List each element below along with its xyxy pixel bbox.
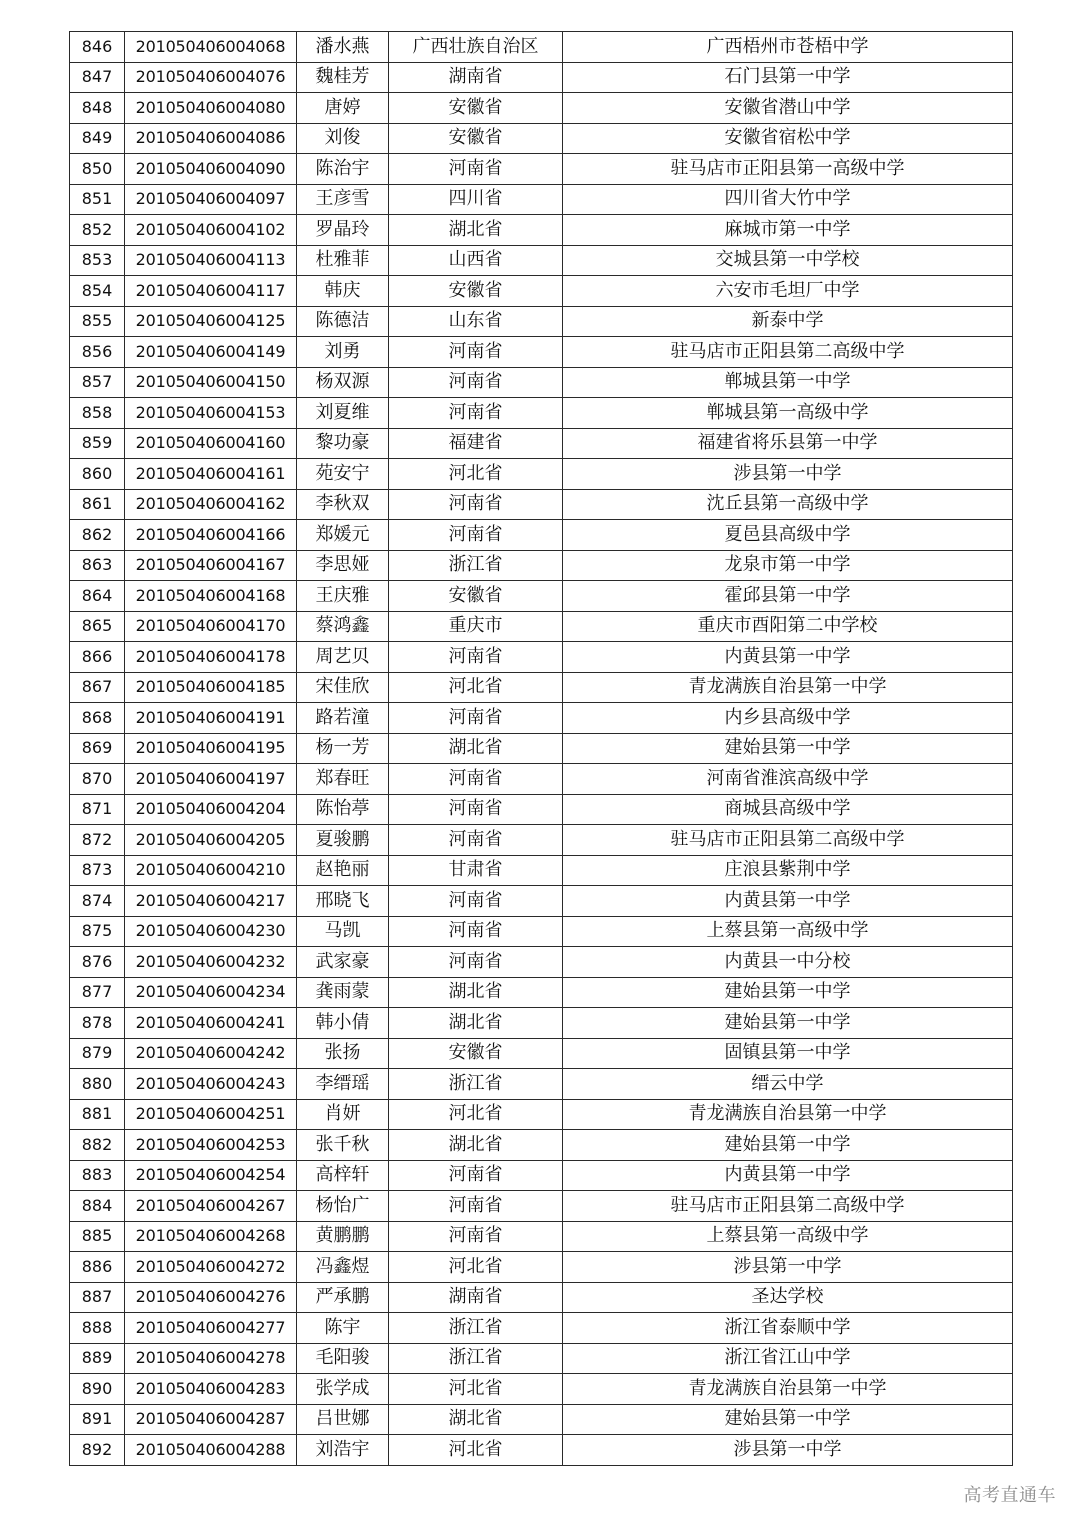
cell-school: 涉县第一中学	[563, 1435, 1013, 1466]
cell-student-name: 杨一芳	[297, 733, 389, 764]
cell-candidate-id: 201050406004217	[125, 886, 297, 917]
cell-sequence-number: 855	[70, 306, 125, 337]
cell-province: 浙江省	[389, 1343, 563, 1374]
table-row	[70, 306, 1013, 337]
cell-school: 建始县第一中学	[563, 733, 1013, 764]
cell-sequence-number: 868	[70, 703, 125, 734]
table-row	[70, 184, 1013, 215]
cell-school: 福建省将乐县第一中学	[563, 428, 1013, 459]
cell-student-name: 冯鑫煜	[297, 1252, 389, 1283]
cell-province: 河北省	[389, 1252, 563, 1283]
table-row	[70, 1099, 1013, 1130]
table-row	[70, 1374, 1013, 1405]
cell-candidate-id: 201050406004113	[125, 245, 297, 276]
cell-candidate-id: 201050406004086	[125, 123, 297, 154]
table-row	[70, 825, 1013, 856]
cell-school: 青龙满族自治县第一中学	[563, 1374, 1013, 1405]
cell-candidate-id: 201050406004076	[125, 62, 297, 93]
table-row	[70, 855, 1013, 886]
cell-sequence-number: 880	[70, 1069, 125, 1100]
cell-school: 涉县第一中学	[563, 1252, 1013, 1283]
watermark-text: 高考直通车	[963, 1485, 1056, 1506]
table-row	[70, 764, 1013, 795]
cell-candidate-id: 201050406004272	[125, 1252, 297, 1283]
cell-sequence-number: 863	[70, 550, 125, 581]
cell-candidate-id: 201050406004241	[125, 1008, 297, 1039]
cell-candidate-id: 201050406004097	[125, 184, 297, 215]
cell-school: 固镇县第一中学	[563, 1038, 1013, 1069]
cell-sequence-number: 881	[70, 1099, 125, 1130]
cell-student-name: 蔡鸿鑫	[297, 611, 389, 642]
cell-student-name: 周艺贝	[297, 642, 389, 673]
cell-student-name: 韩庆	[297, 276, 389, 307]
cell-candidate-id: 201050406004168	[125, 581, 297, 612]
cell-province: 河南省	[389, 886, 563, 917]
cell-student-name: 龚雨蒙	[297, 977, 389, 1008]
cell-candidate-id: 201050406004267	[125, 1191, 297, 1222]
cell-sequence-number: 852	[70, 215, 125, 246]
cell-sequence-number: 872	[70, 825, 125, 856]
cell-school: 内乡县高级中学	[563, 703, 1013, 734]
table-row	[70, 1130, 1013, 1161]
cell-school: 四川省大竹中学	[563, 184, 1013, 215]
cell-candidate-id: 201050406004150	[125, 367, 297, 398]
cell-student-name: 高梓轩	[297, 1160, 389, 1191]
cell-province: 河南省	[389, 1221, 563, 1252]
cell-school: 内黄县第一中学	[563, 886, 1013, 917]
cell-sequence-number: 877	[70, 977, 125, 1008]
table-row	[70, 1008, 1013, 1039]
table-row	[70, 398, 1013, 429]
cell-student-name: 刘夏维	[297, 398, 389, 429]
table-row	[70, 93, 1013, 124]
cell-province: 河南省	[389, 398, 563, 429]
cell-candidate-id: 201050406004068	[125, 32, 297, 63]
cell-school: 驻马店市正阳县第二高级中学	[563, 825, 1013, 856]
cell-candidate-id: 201050406004102	[125, 215, 297, 246]
cell-province: 河南省	[389, 154, 563, 185]
table-row	[70, 916, 1013, 947]
cell-school: 安徽省潜山中学	[563, 93, 1013, 124]
cell-sequence-number: 886	[70, 1252, 125, 1283]
table-row	[70, 672, 1013, 703]
cell-candidate-id: 201050406004277	[125, 1313, 297, 1344]
cell-sequence-number: 850	[70, 154, 125, 185]
cell-candidate-id: 201050406004278	[125, 1343, 297, 1374]
cell-school: 内黄县第一中学	[563, 642, 1013, 673]
cell-student-name: 陈治宇	[297, 154, 389, 185]
cell-province: 湖北省	[389, 977, 563, 1008]
cell-candidate-id: 201050406004232	[125, 947, 297, 978]
cell-school: 六安市毛坦厂中学	[563, 276, 1013, 307]
table-row	[70, 1313, 1013, 1344]
cell-sequence-number: 859	[70, 428, 125, 459]
cell-student-name: 魏桂芳	[297, 62, 389, 93]
cell-sequence-number: 879	[70, 1038, 125, 1069]
cell-student-name: 武家豪	[297, 947, 389, 978]
table-row	[70, 489, 1013, 520]
cell-student-name: 陈宇	[297, 1313, 389, 1344]
cell-student-name: 李思娅	[297, 550, 389, 581]
cell-student-name: 王庆雅	[297, 581, 389, 612]
cell-sequence-number: 892	[70, 1435, 125, 1466]
cell-school: 圣达学校	[563, 1282, 1013, 1313]
cell-student-name: 黄鹏鹏	[297, 1221, 389, 1252]
table-row	[70, 245, 1013, 276]
cell-sequence-number: 846	[70, 32, 125, 63]
table-row	[70, 520, 1013, 551]
cell-student-name: 邢晓飞	[297, 886, 389, 917]
cell-province: 安徽省	[389, 123, 563, 154]
table-row	[70, 794, 1013, 825]
cell-candidate-id: 201050406004230	[125, 916, 297, 947]
cell-candidate-id: 201050406004205	[125, 825, 297, 856]
cell-school: 郸城县第一高级中学	[563, 398, 1013, 429]
cell-school: 夏邑县高级中学	[563, 520, 1013, 551]
cell-candidate-id: 201050406004251	[125, 1099, 297, 1130]
cell-student-name: 苑安宁	[297, 459, 389, 490]
cell-sequence-number: 864	[70, 581, 125, 612]
cell-sequence-number: 887	[70, 1282, 125, 1313]
cell-province: 河南省	[389, 367, 563, 398]
cell-province: 四川省	[389, 184, 563, 215]
cell-province: 河北省	[389, 459, 563, 490]
cell-province: 河北省	[389, 1099, 563, 1130]
cell-student-name: 韩小倩	[297, 1008, 389, 1039]
cell-student-name: 王彦雪	[297, 184, 389, 215]
cell-student-name: 郑媛元	[297, 520, 389, 551]
cell-province: 安徽省	[389, 93, 563, 124]
table-row	[70, 1221, 1013, 1252]
cell-school: 建始县第一中学	[563, 1008, 1013, 1039]
cell-sequence-number: 854	[70, 276, 125, 307]
cell-student-name: 张扬	[297, 1038, 389, 1069]
cell-school: 交城县第一中学校	[563, 245, 1013, 276]
cell-province: 安徽省	[389, 581, 563, 612]
cell-student-name: 黎功豪	[297, 428, 389, 459]
cell-province: 河南省	[389, 337, 563, 368]
cell-candidate-id: 201050406004254	[125, 1160, 297, 1191]
cell-school: 上蔡县第一高级中学	[563, 1221, 1013, 1252]
cell-student-name: 杨怡广	[297, 1191, 389, 1222]
table-row	[70, 337, 1013, 368]
cell-sequence-number: 853	[70, 245, 125, 276]
cell-province: 河南省	[389, 947, 563, 978]
cell-province: 河南省	[389, 1160, 563, 1191]
cell-school: 内黄县一中分校	[563, 947, 1013, 978]
table-row	[70, 459, 1013, 490]
cell-student-name: 李秋双	[297, 489, 389, 520]
cell-sequence-number: 862	[70, 520, 125, 551]
cell-sequence-number: 851	[70, 184, 125, 215]
cell-sequence-number: 869	[70, 733, 125, 764]
cell-school: 新泰中学	[563, 306, 1013, 337]
cell-sequence-number: 888	[70, 1313, 125, 1344]
cell-school: 上蔡县第一高级中学	[563, 916, 1013, 947]
cell-candidate-id: 201050406004288	[125, 1435, 297, 1466]
cell-student-name: 赵艳丽	[297, 855, 389, 886]
cell-school: 青龙满族自治县第一中学	[563, 1099, 1013, 1130]
cell-sequence-number: 883	[70, 1160, 125, 1191]
cell-candidate-id: 201050406004090	[125, 154, 297, 185]
cell-school: 麻城市第一中学	[563, 215, 1013, 246]
cell-student-name: 潘水燕	[297, 32, 389, 63]
cell-sequence-number: 891	[70, 1404, 125, 1435]
cell-candidate-id: 201050406004204	[125, 794, 297, 825]
cell-student-name: 刘勇	[297, 337, 389, 368]
cell-school: 驻马店市正阳县第二高级中学	[563, 1191, 1013, 1222]
cell-candidate-id: 201050406004162	[125, 489, 297, 520]
table-row	[70, 611, 1013, 642]
cell-school: 沈丘县第一高级中学	[563, 489, 1013, 520]
cell-province: 河南省	[389, 520, 563, 551]
table-row	[70, 703, 1013, 734]
cell-province: 广西壮族自治区	[389, 32, 563, 63]
cell-sequence-number: 861	[70, 489, 125, 520]
cell-candidate-id: 201050406004191	[125, 703, 297, 734]
cell-sequence-number: 860	[70, 459, 125, 490]
roster-table	[69, 31, 1013, 1466]
roster-sheet	[69, 31, 1012, 1466]
cell-province: 湖北省	[389, 733, 563, 764]
cell-sequence-number: 871	[70, 794, 125, 825]
cell-student-name: 毛阳骏	[297, 1343, 389, 1374]
cell-province: 重庆市	[389, 611, 563, 642]
cell-student-name: 刘俊	[297, 123, 389, 154]
cell-province: 河北省	[389, 1374, 563, 1405]
cell-province: 河南省	[389, 703, 563, 734]
cell-student-name: 肖妍	[297, 1099, 389, 1130]
roster-table-body	[70, 32, 1013, 1466]
cell-candidate-id: 201050406004283	[125, 1374, 297, 1405]
cell-school: 建始县第一中学	[563, 1130, 1013, 1161]
cell-school: 郸城县第一中学	[563, 367, 1013, 398]
cell-sequence-number: 866	[70, 642, 125, 673]
cell-student-name: 路若潼	[297, 703, 389, 734]
cell-school: 龙泉市第一中学	[563, 550, 1013, 581]
cell-candidate-id: 201050406004234	[125, 977, 297, 1008]
cell-school: 安徽省宿松中学	[563, 123, 1013, 154]
cell-candidate-id: 201050406004167	[125, 550, 297, 581]
cell-school: 浙江省泰顺中学	[563, 1313, 1013, 1344]
cell-province: 浙江省	[389, 550, 563, 581]
table-row	[70, 1069, 1013, 1100]
cell-student-name: 唐婷	[297, 93, 389, 124]
cell-sequence-number: 847	[70, 62, 125, 93]
cell-candidate-id: 201050406004243	[125, 1069, 297, 1100]
cell-province: 湖北省	[389, 1130, 563, 1161]
table-row	[70, 1343, 1013, 1374]
cell-school: 霍邱县第一中学	[563, 581, 1013, 612]
cell-candidate-id: 201050406004080	[125, 93, 297, 124]
cell-province: 福建省	[389, 428, 563, 459]
cell-candidate-id: 201050406004160	[125, 428, 297, 459]
cell-school: 广西梧州市苍梧中学	[563, 32, 1013, 63]
cell-school: 河南省淮滨高级中学	[563, 764, 1013, 795]
cell-candidate-id: 201050406004185	[125, 672, 297, 703]
cell-sequence-number: 884	[70, 1191, 125, 1222]
table-row	[70, 215, 1013, 246]
cell-province: 安徽省	[389, 276, 563, 307]
cell-province: 湖北省	[389, 1008, 563, 1039]
cell-candidate-id: 201050406004170	[125, 611, 297, 642]
cell-student-name: 严承鹏	[297, 1282, 389, 1313]
cell-student-name: 杜雅菲	[297, 245, 389, 276]
cell-school: 驻马店市正阳县第二高级中学	[563, 337, 1013, 368]
table-row	[70, 642, 1013, 673]
table-row	[70, 62, 1013, 93]
cell-school: 驻马店市正阳县第一高级中学	[563, 154, 1013, 185]
cell-sequence-number: 889	[70, 1343, 125, 1374]
cell-school: 建始县第一中学	[563, 1404, 1013, 1435]
cell-province: 湖北省	[389, 1404, 563, 1435]
table-row	[70, 1038, 1013, 1069]
cell-candidate-id: 201050406004178	[125, 642, 297, 673]
cell-student-name: 李缙瑶	[297, 1069, 389, 1100]
cell-province: 河南省	[389, 794, 563, 825]
cell-sequence-number: 856	[70, 337, 125, 368]
cell-province: 浙江省	[389, 1069, 563, 1100]
cell-school: 商城县高级中学	[563, 794, 1013, 825]
cell-candidate-id: 201050406004268	[125, 1221, 297, 1252]
table-row	[70, 1160, 1013, 1191]
table-row	[70, 1191, 1013, 1222]
cell-province: 河北省	[389, 1435, 563, 1466]
cell-sequence-number: 865	[70, 611, 125, 642]
cell-sequence-number: 874	[70, 886, 125, 917]
cell-sequence-number: 878	[70, 1008, 125, 1039]
cell-sequence-number: 876	[70, 947, 125, 978]
cell-province: 山西省	[389, 245, 563, 276]
cell-school: 重庆市酉阳第二中学校	[563, 611, 1013, 642]
cell-province: 甘肃省	[389, 855, 563, 886]
cell-student-name: 吕世娜	[297, 1404, 389, 1435]
cell-student-name: 罗晶玲	[297, 215, 389, 246]
cell-student-name: 郑春旺	[297, 764, 389, 795]
cell-candidate-id: 201050406004253	[125, 1130, 297, 1161]
cell-student-name: 刘浩宇	[297, 1435, 389, 1466]
cell-candidate-id: 201050406004210	[125, 855, 297, 886]
cell-school: 缙云中学	[563, 1069, 1013, 1100]
cell-sequence-number: 848	[70, 93, 125, 124]
cell-candidate-id: 201050406004195	[125, 733, 297, 764]
cell-province: 河南省	[389, 642, 563, 673]
cell-province: 河南省	[389, 489, 563, 520]
cell-sequence-number: 857	[70, 367, 125, 398]
cell-sequence-number: 890	[70, 1374, 125, 1405]
table-row	[70, 154, 1013, 185]
cell-school: 浙江省江山中学	[563, 1343, 1013, 1374]
table-row	[70, 428, 1013, 459]
cell-sequence-number: 882	[70, 1130, 125, 1161]
cell-province: 浙江省	[389, 1313, 563, 1344]
cell-student-name: 马凯	[297, 916, 389, 947]
cell-sequence-number: 885	[70, 1221, 125, 1252]
table-row	[70, 1435, 1013, 1466]
table-row	[70, 1252, 1013, 1283]
cell-school: 石门县第一中学	[563, 62, 1013, 93]
cell-candidate-id: 201050406004287	[125, 1404, 297, 1435]
cell-candidate-id: 201050406004125	[125, 306, 297, 337]
cell-school: 内黄县第一中学	[563, 1160, 1013, 1191]
cell-sequence-number: 849	[70, 123, 125, 154]
cell-province: 河南省	[389, 825, 563, 856]
cell-student-name: 宋佳欣	[297, 672, 389, 703]
cell-school: 青龙满族自治县第一中学	[563, 672, 1013, 703]
table-row	[70, 1282, 1013, 1313]
cell-candidate-id: 201050406004161	[125, 459, 297, 490]
table-row	[70, 733, 1013, 764]
table-row	[70, 1404, 1013, 1435]
cell-province: 河南省	[389, 1191, 563, 1222]
cell-student-name: 杨双源	[297, 367, 389, 398]
table-row	[70, 367, 1013, 398]
table-row	[70, 123, 1013, 154]
cell-province: 湖南省	[389, 1282, 563, 1313]
table-row	[70, 32, 1013, 63]
cell-sequence-number: 858	[70, 398, 125, 429]
cell-candidate-id: 201050406004242	[125, 1038, 297, 1069]
cell-province: 河北省	[389, 672, 563, 703]
table-row	[70, 947, 1013, 978]
table-row	[70, 886, 1013, 917]
cell-sequence-number: 867	[70, 672, 125, 703]
cell-province: 河南省	[389, 764, 563, 795]
cell-candidate-id: 201050406004153	[125, 398, 297, 429]
cell-province: 湖南省	[389, 62, 563, 93]
cell-student-name: 陈德洁	[297, 306, 389, 337]
cell-candidate-id: 201050406004166	[125, 520, 297, 551]
cell-student-name: 张千秋	[297, 1130, 389, 1161]
table-row	[70, 977, 1013, 1008]
table-row	[70, 276, 1013, 307]
cell-student-name: 陈怡葶	[297, 794, 389, 825]
cell-candidate-id: 201050406004149	[125, 337, 297, 368]
cell-sequence-number: 870	[70, 764, 125, 795]
cell-school: 建始县第一中学	[563, 977, 1013, 1008]
cell-school: 庄浪县紫荆中学	[563, 855, 1013, 886]
cell-student-name: 张学成	[297, 1374, 389, 1405]
cell-sequence-number: 875	[70, 916, 125, 947]
cell-sequence-number: 873	[70, 855, 125, 886]
cell-candidate-id: 201050406004276	[125, 1282, 297, 1313]
cell-province: 河南省	[389, 916, 563, 947]
cell-candidate-id: 201050406004197	[125, 764, 297, 795]
table-row	[70, 581, 1013, 612]
cell-province: 山东省	[389, 306, 563, 337]
cell-province: 安徽省	[389, 1038, 563, 1069]
cell-student-name: 夏骏鹏	[297, 825, 389, 856]
cell-candidate-id: 201050406004117	[125, 276, 297, 307]
cell-province: 湖北省	[389, 215, 563, 246]
cell-school: 涉县第一中学	[563, 459, 1013, 490]
table-row	[70, 550, 1013, 581]
